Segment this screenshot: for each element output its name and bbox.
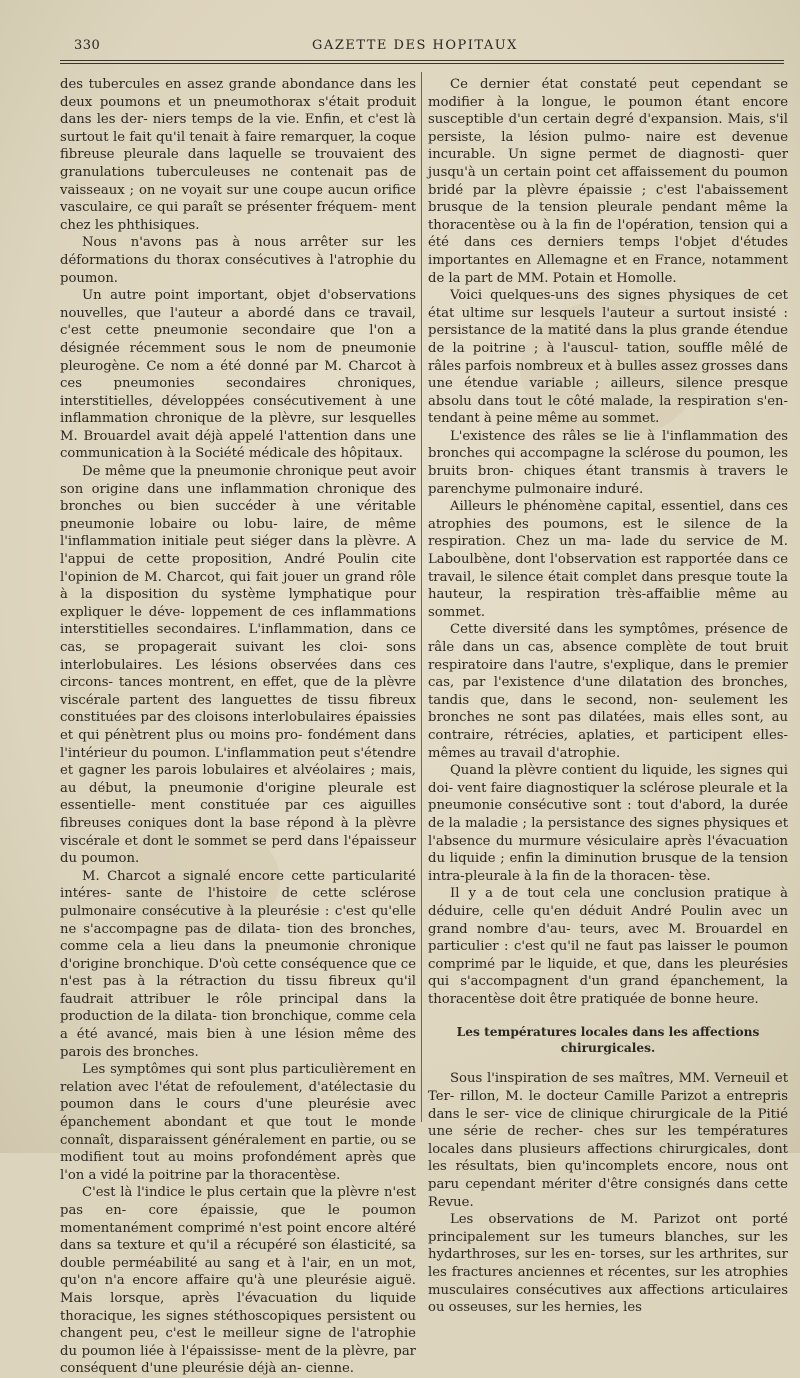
paragraph: Ce dernier état constaté peut cependant se modifier à la longue, le poumon étant encore susceptible d'un certain degré d'expansion. Mais, s'il persiste, la lésion pulmo- naire est devenue incurable. Un signe permet de diagnosti- quer jusqu'à un certain point cet affaissement du poumon bridé par la plèvre épaissie ; c'est l'abaissement brusque de la tension pleurale pendant même la thoracentèse ou à la fin de l'opération, tension qui a été dans ces derniers temps l'objet d'études importantes en Allemagne et en France, notamment de la part de MM. Potain et Homolle. (428, 77, 788, 286)
left-column (60, 76, 416, 1378)
paragraph: Un autre point important, objet d'observations nouvelles, que l'auteur a abordé dans ce travail, c'est cette pneumonie secondaire que l'on a désignée récemment sous le nom de pneumonie pleurogène. Ce nom a été donné par M. Charcot à ces pneumonies secondaires chroniques, interstitielles, développées consécutivement à une inflammation chronique de la plèvre, sur lesquelles M. Brouardel avait déjà appelé l'attention dans une communication à la Société médicale des hôpitaux. (60, 288, 416, 462)
paragraph: des tubercules en assez grande abondance dans les deux poumons et un pneumothorax s'était produit dans les der- niers temps de la vie. Enfin, et c'est là surtout le fait qu'il tenait à faire remarquer, la coque fibreuse pleurale dans laquelle se trouvaient des granulations tuberculeuses ne contenait pas de vaisseaux ; on ne voyait sur une coupe aucun orifice vasculaire, ce qui paraît se présenter fréquem- ment chez les phthisiques. (60, 77, 416, 233)
paragraph: De même que la pneumonie chronique peut avoir son origine dans une inflammation chronique des bronches ou bien succéder à une véritable pneumonie lobaire ou lobu- laire, de même l'inflammation initiale peut siéger dans la plèvre. A l'appui de cette proposition, André Poulin cite l'opinion de M. Charcot, qui fait jouer un grand rôle à la disposition du système lymphatique pour expliquer le déve- loppement de ces inflammations interstitielles secondaires. L'inflammation, dans ce cas, se propagerait suivant les cloi- sons interlobulaires. Les lésions observées dans ces circons- tances montrent, en effet, que de la plèvre viscérale partent des languettes de tissu fibreux constituées par des cloisons interlobulaires épaissies et qui pénètrent plus ou moins pro- fondément dans l'intérieur du poumon. L'inflammation peut s'étendre et gagner les parois lobulaires et alvéolaires ; mais, au début, la pneumonie d'origine pleurale est essentielle- ment constituée par ces aiguilles fibreuses coniques dont la base répond à la plèvre viscérale et dont le sommet se perd dans l'épaisseur du poumon. (60, 464, 416, 867)
right-column (428, 76, 788, 1317)
paragraph: Nous n'avons pas à nous arrêter sur les déformations du thorax consécutives à l'atrophie du poumon. (60, 235, 416, 286)
paragraph: Sous l'inspiration de ses maîtres, MM. Verneuil et Ter- rillon, M. le docteur Camille Parizot a entrepris dans le ser- vice de clinique chirurgicale de la Pitié une série de recher- ches sur les températures locales dans plusieurs affections chirurgicales, dont les résultats, bien qu'incomplets encore, nous ont paru cependant mériter d'être consignés dans cette Revue. (428, 1071, 788, 1210)
paragraph: Il y a de tout cela une conclusion pratique à déduire, celle qu'en déduit André Poulin avec un grand nombre d'au- teurs, avec M. Brouardel en particulier : c'est qu'il ne faut pas laisser le poumon comprimé par le liquide, et que, dans les pleurésies qui s'accompagnent d'un grand épanchement, la thoracentèse doit être pratiquée de bonne heure. (428, 886, 788, 1007)
journal-title: GAZETTE DES HOPITAUX (312, 38, 518, 53)
paragraph: Voici quelques-uns des signes physiques de cet état ultime sur lesquels l'auteur a surtout insisté : persistance de la matité dans la plus grande étendue de la poitrine ; à l'auscul- tation, souffle mêlé de râles parfois nombreux et à bulles assez grosses dans une étendue variable ; ailleurs, silence presque absolu dans tout le côté malade, la respiration s'en- tendant à peine même au sommet. (428, 288, 788, 427)
page-header (60, 36, 770, 58)
page-number: 330 (74, 38, 101, 53)
paragraph: Les observations de M. Parizot ont porté principalement sur les tumeurs blanches, sur les hydarthroses, sur les en- torses, sur les arthrites, sur les fractures anciennes et récentes, sur les atrophies musculaires consécutives aux affections articulaires ou osseuses, sur les hernies, les (428, 1212, 788, 1316)
paragraph: Ailleurs le phénomène capital, essentiel, dans ces atrophies des poumons, est le silence de la respiration. Chez un ma- lade du service de M. Laboulbène, dont l'observation est rapportée dans ce travail, le silence était complet dans presque toute la hauteur, la respiration très-affaiblie même au sommet. (428, 499, 788, 620)
section-heading: Les températures locales dans les affections chirurgicales. (456, 1025, 760, 1056)
paragraph: Cette diversité dans les symptômes, présence de râle dans un cas, absence complète de tout bruit respiratoire dans l'autre, s'explique, dans le premier cas, par l'existence d'une dilatation des bronches, tandis que, dans le second, non- seulement les bronches ne sont pas dilatées, mais elles sont, au contraire, rétrécies, aplaties, et participent elles-mêmes au travail d'atrophie. (428, 622, 788, 761)
paragraph: L'existence des râles se lie à l'inflammation des bronches qui accompagne la sclérose du poumon, les bruits bron- chiques étant transmis à travers le parenchyme pulmonaire induré. (428, 428, 788, 497)
paragraph: C'est là l'indice le plus certain que la plèvre n'est pas en- core épaissie, que le poumon momentanément comprimé n'est point encore altéré dans sa texture et qu'il a récupéré son élasticité, sa double perméabilité au sang et à l'air, en un mot, qu'on n'a encore affaire qu'à une pleurésie aiguë. Mais lorsque, après l'évacuation du liquide thoracique, les signes stéthoscopiques persistent ou changent peu, c'est le meilleur signe de l'atrophie du poumon liée à l'épaississe- ment de la plèvre, par conséquent d'une pleurésie déjà an- cienne. (60, 1185, 416, 1377)
paragraph: M. Charcot a signalé encore cette particularité intéres- sante de l'histoire de cette sclérose pulmonaire consécutive à la pleurésie : c'est qu'elle ne s'accompagne pas de dilata- tion des bronches, comme cela a lieu dans la pneumonie chronique d'origine bronchique. D'où cette conséquence que ce n'est pas à la rétraction du tissu fibreux qu'il faudrait attribuer le rôle principal dans la production de la dilata- tion bronchique, comme cela a été avancé, mais bien à une lésion même des parois des bronches. (60, 868, 416, 1060)
paragraph: Quand la plèvre contient du liquide, les signes qui doi- vent faire diagnostiquer la sclérose pleurale et la pneumonie consécutive sont : tout d'abord, la durée de la maladie ; la persistance des signes physiques et l'absence du murmure vésiculaire après l'évacuation du liquide ; enfin la diminution brusque de la tension intra-pleurale à la fin de la thoracen- tèse. (428, 763, 788, 884)
header-rule (60, 60, 784, 64)
column-separator (421, 72, 422, 1122)
paragraph: Les symptômes qui sont plus particulièrement en relation avec l'état de refoulement, d'atélectasie du poumon dans le cours d'une pleurésie avec épanchement abondant et que tout le monde connaît, disparaissent généralement en partie, ou se modifient tout au moins profondément après que l'on a vidé la poitrine par la thoracentèse. (60, 1062, 416, 1183)
